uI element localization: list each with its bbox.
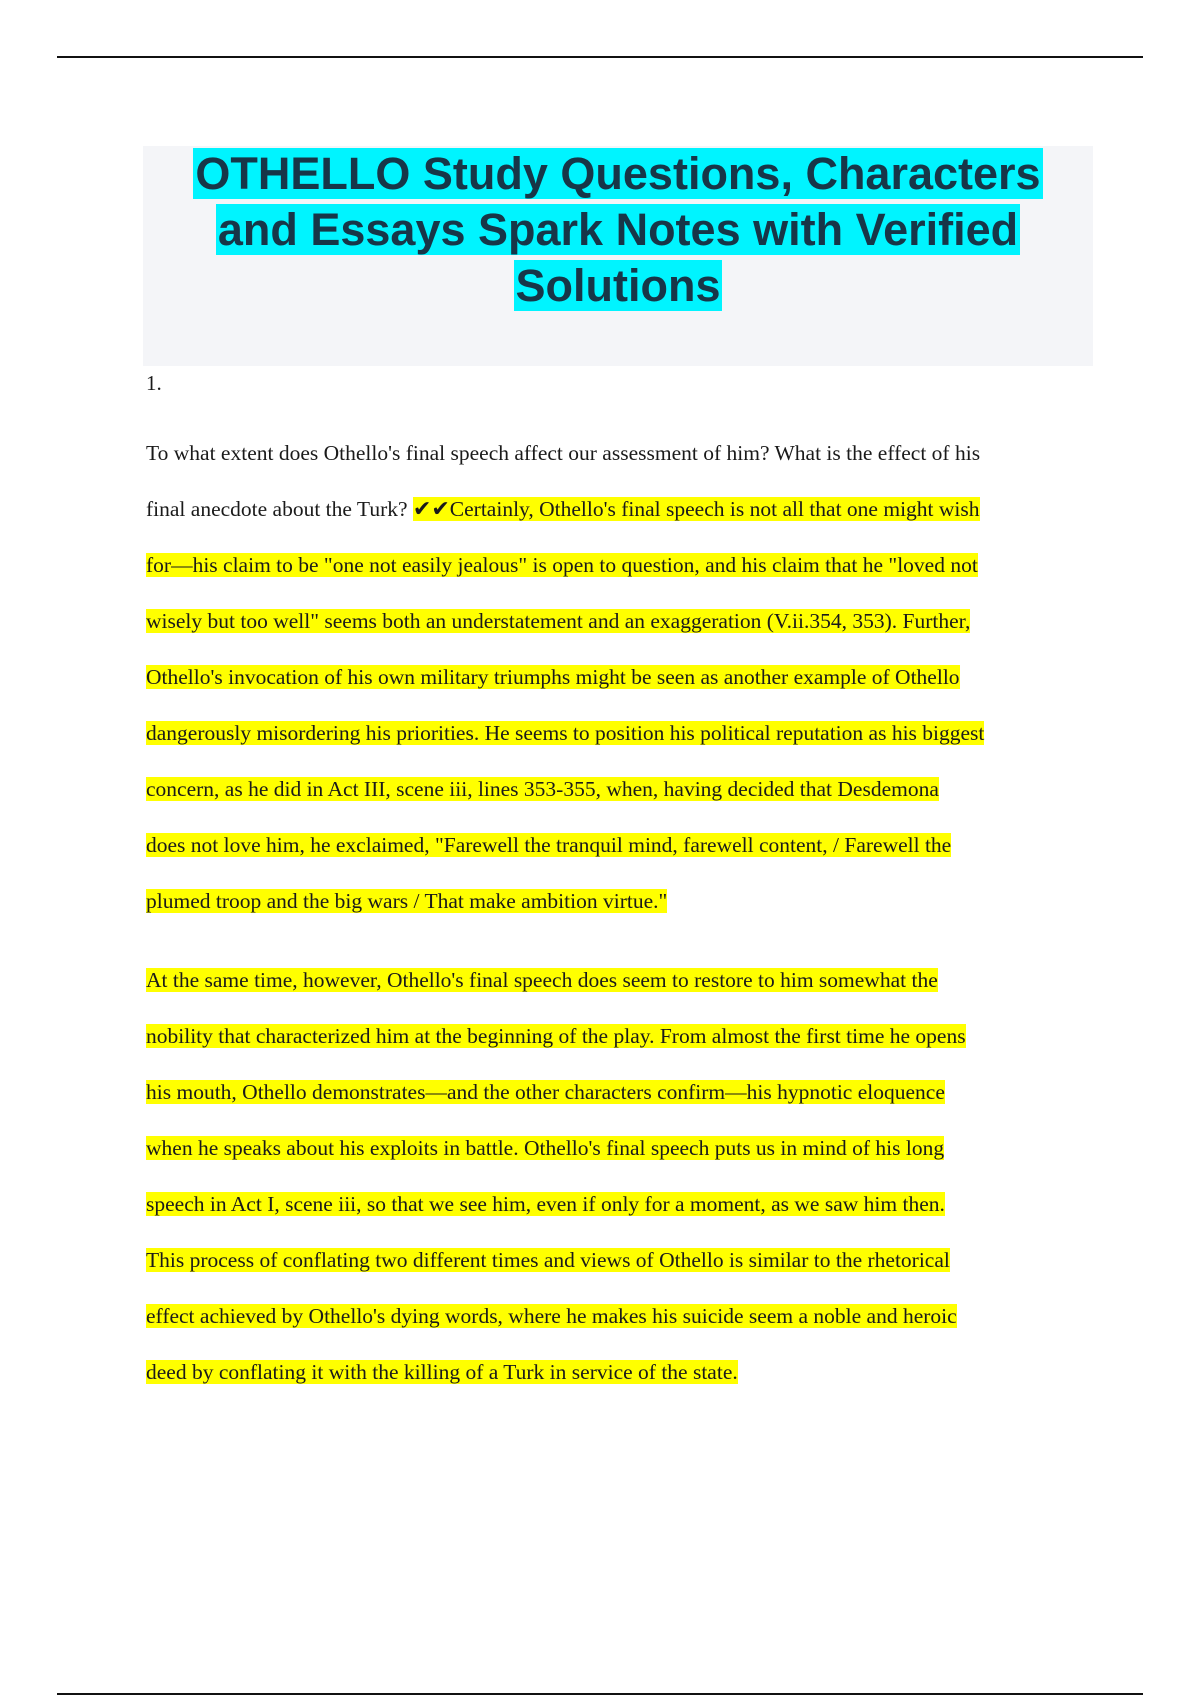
answer-line: wisely but too well" seems both an understatement and an exaggeration (V.ii.354, 353). Further, (146, 609, 971, 633)
answer-line: nobility that characterized him at the beginning of the play. From almost the first time he opens (146, 1024, 966, 1048)
answer-line-row (146, 593, 1096, 649)
question-text-tail: final anecdote about the Turk? (146, 497, 413, 521)
top-rule (57, 56, 1143, 58)
check-mark-icon: ✔✔ (412, 497, 450, 522)
answer-line: when he speaks about his exploits in battle. Othello's final speech puts us in mind of his long (146, 1136, 945, 1160)
answer-line: for—his claim to be "one not easily jealous" is open to question, and his claim that he "loved not (146, 553, 978, 577)
answer-line-row (146, 1344, 1096, 1400)
answer-line: dangerously misordering his priorities. He seems to position his political reputation as his biggest (146, 721, 985, 745)
answer-line-row (146, 1008, 1096, 1064)
answer-line-row (146, 817, 1096, 873)
answer-line-row (146, 1120, 1096, 1176)
bottom-rule (57, 1693, 1143, 1695)
answer-line: Othello's invocation of his own military triumphs might be seen as another example of Othello (146, 665, 960, 689)
title-line: and Essays Spark Notes with Verified (217, 204, 1019, 255)
answer-line-row (146, 649, 1096, 705)
answer-line: effect achieved by Othello's dying words, where he makes his suicide seem a noble and heroic (146, 1304, 957, 1328)
answer-line-row (146, 1288, 1096, 1344)
title-line: OTHELLO Study Questions, Characters (195, 148, 1041, 199)
answer-start (413, 497, 980, 521)
answer-line: his mouth, Othello demonstrates—and the other characters confirm—his hypnotic eloquence (146, 1080, 945, 1104)
question-text-line: To what extent does Othello's final speech affect our assessment of him? What is the effect of his (146, 441, 981, 465)
answer-line-row (146, 705, 1096, 761)
answer-line-row (146, 1176, 1096, 1232)
answer-line-row (146, 873, 1096, 929)
question-number: 1. (146, 371, 162, 395)
answer-line-row (146, 537, 1096, 593)
answer-line: speech in Act I, scene iii, so that we see him, even if only for a moment, as we saw him then. (146, 1192, 945, 1216)
answer-line: Certainly, Othello's final speech is not all that one might wish (449, 497, 980, 521)
title-line: Solutions (515, 260, 721, 311)
answer-line: concern, as he did in Act III, scene iii, lines 353-355, when, having decided that Desdemona (146, 777, 939, 801)
question-and-answer-paragraph (146, 425, 1096, 929)
answer-line-row (146, 952, 1096, 1008)
answer-line: plumed troop and the big wars / That make ambition virtue." (146, 889, 668, 913)
answer-line-row (146, 761, 1096, 817)
answer-line-row (146, 1064, 1096, 1120)
answer-line: This process of conflating two different times and views of Othello is similar to the rhetorical (146, 1248, 950, 1272)
answer-line: does not love him, he exclaimed, "Farewell the tranquil mind, farewell content, / Farewell the (146, 833, 952, 857)
document-title (143, 146, 1093, 314)
answer-paragraph-2 (146, 952, 1096, 1400)
question-answer-line (146, 481, 1096, 537)
answer-line-row (146, 1232, 1096, 1288)
answer-line: deed by conflating it with the killing of a Turk in service of the state. (146, 1360, 738, 1384)
answer-line: At the same time, however, Othello's final speech does seem to restore to him somewhat the (146, 968, 938, 992)
title-banner (143, 146, 1093, 366)
